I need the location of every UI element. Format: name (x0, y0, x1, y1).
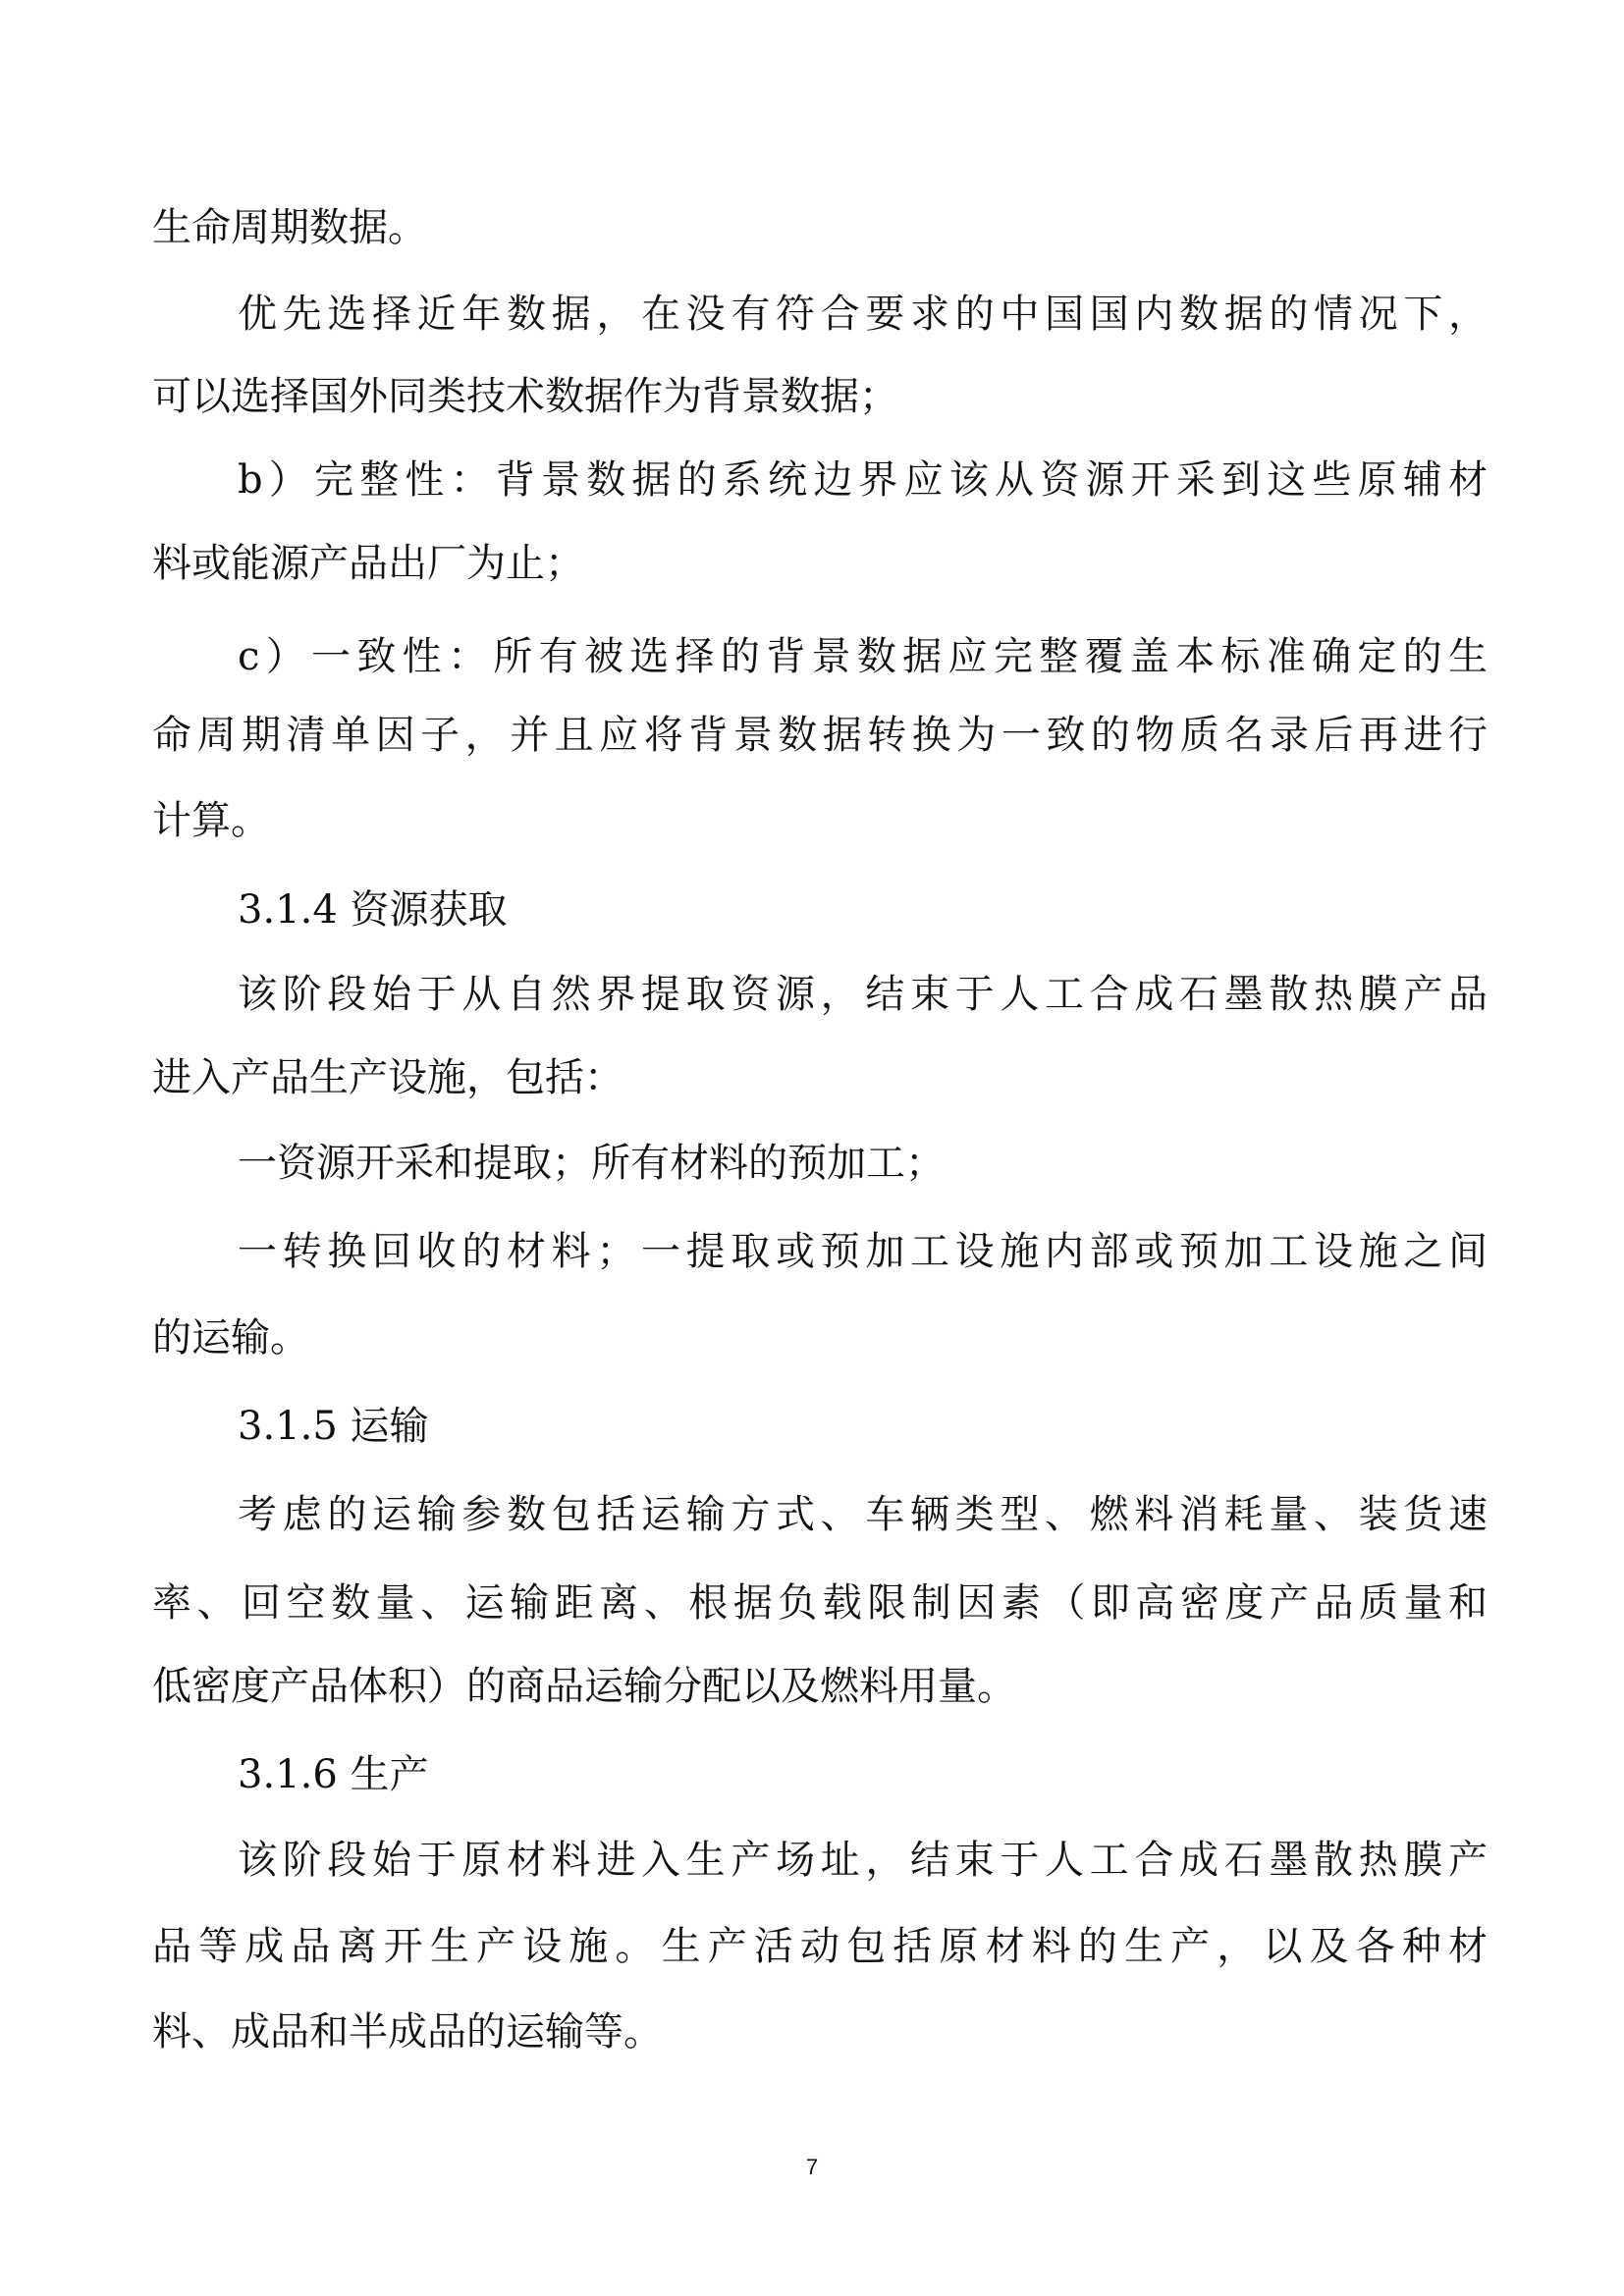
section-heading: 3.1.6 生产 (238, 1752, 429, 1797)
body-line: 计算。 (152, 798, 270, 843)
section-heading: 3.1.4 资源获取 (238, 887, 508, 933)
body-line: 命周期清单因子，并且应将背景数据转换为一致的物质名录后再进行 (152, 713, 1488, 758)
body-line: c）一致性：所有被选择的背景数据应完整覆盖本标准确定的生 (238, 634, 1488, 679)
body-line: 优先选择近年数据，在没有符合要求的中国国内数据的情况下， (238, 292, 1488, 337)
body-line: 该阶段始于从自然界提取资源，结束于人工合成石墨散热膜产品 (238, 972, 1488, 1017)
body-line: 可以选择国外同类技术数据作为背景数据； (152, 374, 898, 419)
body-line: 料或能源产品出厂为止； (152, 541, 584, 586)
body-line: 该阶段始于原材料进入生产场址，结束于人工合成石墨散热膜产 (238, 1838, 1488, 1883)
list-item: 一资源开采和提取；所有材料的预加工； (238, 1141, 945, 1186)
page-number: 7 (805, 2155, 819, 2179)
body-line: 低密度产品体积）的商品运输分配以及燃料用量。 (152, 1664, 1016, 1709)
list-item: 一转换回收的材料；一提取或预加工设施内部或预加工设施之间 (238, 1229, 1488, 1274)
body-line: 生命周期数据。 (152, 205, 427, 250)
body-line: 进入产品生产设施，包括： (152, 1055, 623, 1100)
body-line: b）完整性：背景数据的系统边界应该从资源开采到这些原辅材 (238, 457, 1488, 503)
body-line: 考虑的运输参数包括运输方式、车辆类型、燃料消耗量、装货速 (238, 1492, 1488, 1537)
body-line: 品等成品离开生产设施。生产活动包括原材料的生产，以及各种材 (152, 1924, 1488, 1969)
section-heading: 3.1.5 运输 (238, 1404, 429, 1449)
body-line: 的运输。 (152, 1315, 309, 1361)
body-line: 料、成品和半成品的运输等。 (152, 2009, 663, 2055)
body-line: 率、回空数量、运输距离、根据负载限制因素（即高密度产品质量和 (152, 1580, 1488, 1626)
